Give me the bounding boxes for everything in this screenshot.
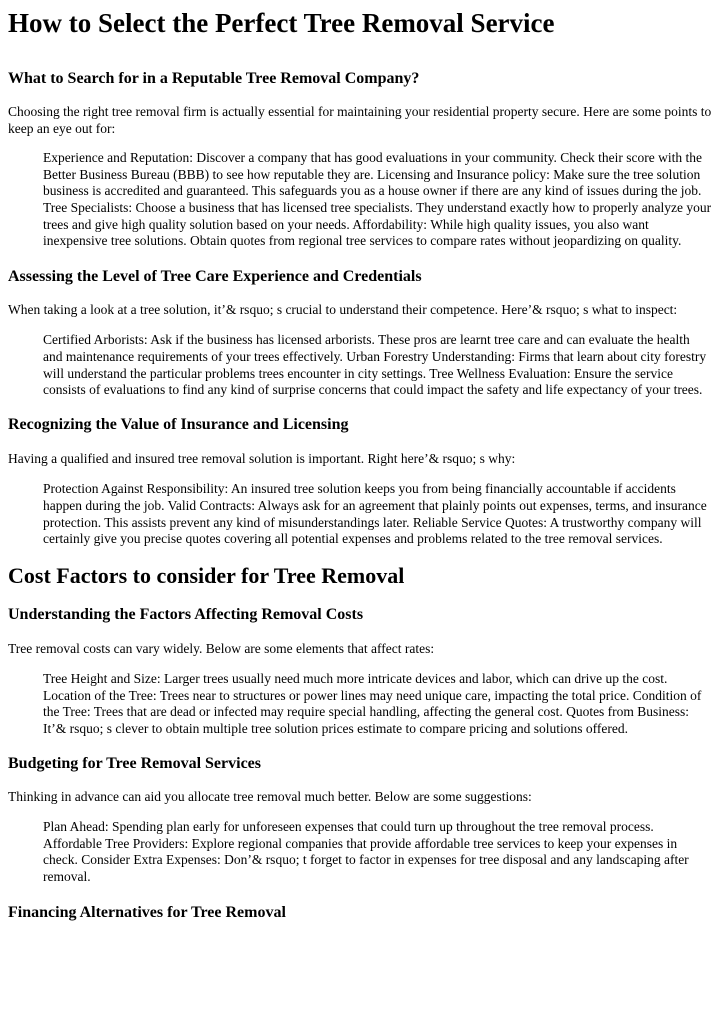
- section-heading-experience-credentials: Assessing the Level of Tree Care Experience and Credentials: [8, 267, 422, 285]
- section-quote-removal-costs: Tree Height and Size: Larger trees usually need much more intricate devices and labor, which can drive up the cost. Location of the Tree: Trees near to structures or power lines may need unique care, impacting the total price. Condition of the Tree: Trees that are dead or infected may require special handling, affecting the general cost. Quotes from Business: It’& rsquo; s clever to obtain multiple tree solution prices estimate to compare pricing and solutions offered.: [43, 671, 702, 737]
- section-quote-budgeting: Plan Ahead: Spending plan early for unforeseen expenses that could turn up throughout the tree removal process. Affordable Tree Providers: Explore regional companies that provide affordable tree services to keep your expenses in check. Consider Extra Expenses: Don’& rsquo; t forget to factor in expenses for tree disposal and any landscaping after removal.: [43, 819, 689, 885]
- section-intro-reputable-company: Choosing the right tree removal firm is actually essential for maintaining your residential property secure. Here are some points to keep an eye out for:: [8, 104, 712, 136]
- section-heading-budgeting: Budgeting for Tree Removal Services: [8, 754, 261, 772]
- section-quote-experience-credentials: Certified Arborists: Ask if the business has licensed arborists. These pros are learnt tree care and can evaluate the health and maintenance requirements of your trees effectively. Urban Forestry Understanding: Firms that learn about city forestry will understand the particular problems trees encounter in city settings. Tree Wellness Evaluation: Ensure the service consists of evaluations to find any kind of surprise concerns that could impact the safety and life expectancy of your trees.: [43, 332, 707, 398]
- section-intro-removal-costs: Tree removal costs can vary widely. Below are some elements that affect rates:: [8, 640, 435, 656]
- section-intro-insurance-licensing: Having a qualified and insured tree removal solution is important. Right here’& rsquo; s why:: [8, 450, 516, 466]
- section-quote-reputable-company: Experience and Reputation: Discover a company that has good evaluations in your community. Check their score with the Better Business Bureau (BBB) to see how reputable they are. Licensing and Insurance policy: Make sure the tree solution business is accredited and guaranteed. This safeguards you as a house owner if there are any kind of issues during the job. Tree Specialists: Choose a business that has licensed tree specialists. They understand exactly how to properly analyze your trees and give high quality solution based on your needs. Affordability: While high quality issues, you also want inexpensive tree solutions. Obtain quotes from regional tree services to compare rates without jeopardizing on quality.: [43, 150, 712, 249]
- section-heading-removal-costs: Understanding the Factors Affecting Removal Costs: [8, 605, 364, 623]
- section-intro-budgeting: Thinking in advance can aid you allocate tree removal much better. Below are some suggestions:: [8, 788, 532, 804]
- section-heading-financing: Financing Alternatives for Tree Removal: [8, 903, 286, 921]
- cost-title: Cost Factors to consider for Tree Removal: [8, 562, 405, 588]
- article: [0, 7, 720, 922]
- section-quote-insurance-licensing: Protection Against Responsibility: An insured tree solution keeps you from being financially accountable if accidents happen during the job. Valid Contracts: Always ask for an agreement that plainly points out expenses, terms, and insurance protection. This assists prevent any kind of misunderstandings later. Reliable Service Quotes: A trustworthy company will certainly give you precise quotes covering all potential expenses and problems related to the tree removal services.: [43, 481, 707, 547]
- section-heading-reputable-company: What to Search for in a Reputable Tree Removal Company?: [8, 70, 420, 87]
- page-title: How to Select the Perfect Tree Removal Service: [8, 8, 555, 38]
- section-intro-experience-credentials: When taking a look at a tree solution, it’& rsquo; s crucial to understand their competence. Here’& rsquo; s what to inspect:: [8, 301, 678, 317]
- section-heading-insurance-licensing: Recognizing the Value of Insurance and Licensing: [8, 415, 349, 433]
